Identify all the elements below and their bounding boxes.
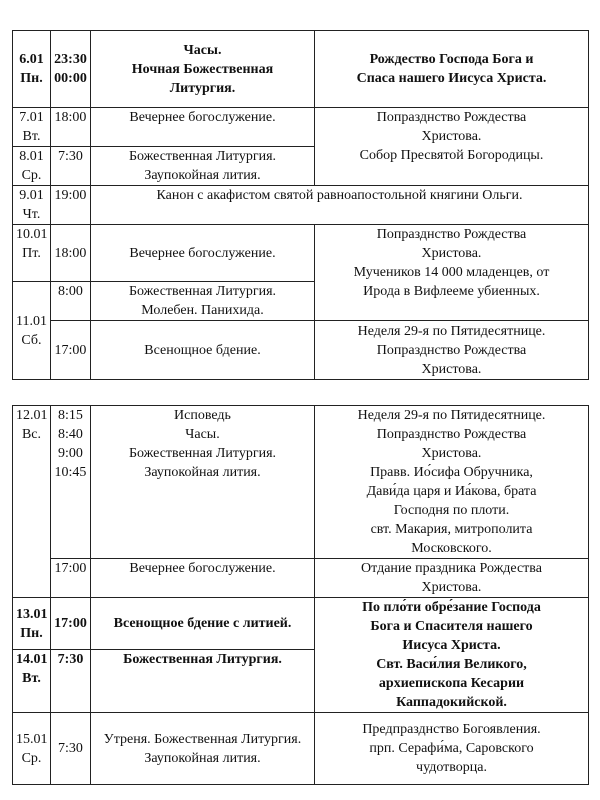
feast-line: Правв. Ио́сифа Обручника, — [370, 465, 533, 480]
feast-cell — [315, 598, 589, 713]
weekday: Пт. — [22, 246, 41, 261]
time-cell: 17:00 — [51, 559, 91, 598]
feast-line: Дави́да царя и Иа́кова, брата — [366, 484, 537, 499]
table-row — [13, 406, 589, 559]
weekday: Чт. — [22, 207, 41, 222]
feast-line: Христова. — [421, 361, 482, 377]
service-line: Заупокойная лития. — [144, 465, 261, 480]
feast-line: Свт. Васи́лия Великого, — [376, 657, 527, 672]
date-cell — [13, 186, 51, 225]
weekday: Вт. — [22, 671, 41, 687]
time-cell: 17:00 — [51, 321, 91, 380]
time-cell: 18:00 — [51, 108, 91, 147]
service-line: Исповедь — [174, 408, 231, 423]
date-cell — [13, 108, 51, 147]
time-cell: 7:30 — [51, 147, 91, 186]
service-line: Часы. — [183, 42, 222, 58]
service-line: Заупокойная лития. — [144, 168, 261, 183]
feast-line: Ирода в Вифлееме убиенных. — [363, 284, 540, 299]
feast-line: Предпразднство Богоявления. — [362, 722, 541, 737]
time: 8:15 — [58, 408, 83, 423]
feast-line: Бога и Спасителя нашего — [370, 619, 533, 634]
service-cell: Всенощное бдение. — [91, 321, 315, 380]
feast-line: Мучеников 14 000 младенцев, от — [353, 265, 550, 280]
date: 6.01 — [19, 52, 44, 67]
feast-cell — [315, 321, 589, 380]
feast-cell — [315, 225, 589, 321]
date-cell — [13, 713, 51, 785]
feast-line: Неделя 29-я по Пятидесятнице. — [357, 408, 546, 423]
feast-line: По пло́ти обре́зание Господа — [362, 600, 541, 615]
weekday: Вс. — [21, 427, 42, 442]
date: 11.01 — [16, 313, 47, 329]
time-cell: 7:30 — [51, 713, 91, 785]
service-cell — [91, 147, 315, 186]
table-row — [13, 321, 589, 380]
date-cell — [13, 225, 51, 282]
date: 10.01 — [16, 227, 48, 242]
weekday: Ср. — [21, 750, 42, 766]
time: 23:30 — [54, 52, 87, 67]
feast-line: Московского. — [411, 541, 492, 556]
feast-line: Рождество Господа Бога и — [369, 52, 534, 67]
feast-line: Отдание праздника Рождества — [361, 561, 542, 576]
time-cell: 7:30 — [51, 650, 91, 713]
schedule-table-1 — [12, 30, 589, 380]
time: 9:00 — [58, 446, 83, 461]
feast-line: Попразднство Рождества — [376, 427, 527, 442]
table-row — [13, 31, 589, 108]
service-line: Ночная Божественная — [131, 61, 274, 77]
date: 14.01 — [16, 652, 48, 668]
weekday: Вт. — [22, 129, 41, 144]
date-cell — [13, 282, 51, 380]
service-cell — [91, 282, 315, 321]
feast-cell — [315, 108, 589, 186]
date-cell — [13, 31, 51, 108]
weekday: Ср. — [21, 168, 42, 183]
feast-line: Неделя 29-я по Пятидесятнице. — [357, 323, 546, 339]
date: 15.01 — [16, 731, 48, 747]
feast-line: Попразднство Рождества — [376, 342, 527, 358]
service-line: Часы. — [185, 427, 220, 442]
time-cell: 17:00 — [51, 598, 91, 650]
time: 10:45 — [54, 465, 87, 480]
service-cell — [91, 406, 315, 559]
feast-cell — [315, 31, 589, 108]
feast-line: Собор Пресвятой Богородицы. — [359, 148, 544, 163]
feast-line: Христова. — [421, 246, 482, 261]
service-cell — [91, 31, 315, 108]
feast-line: Каппадокийской. — [396, 695, 507, 710]
feast-line: архиепископа Кесарии — [378, 676, 525, 691]
date: 7.01 — [19, 110, 44, 125]
service-line: Утреня. Божественная Литургия. — [103, 731, 302, 747]
feast-line: Христова. — [421, 446, 482, 461]
service-line: Божественная Литургия. — [128, 284, 277, 299]
service-cell: Божественная Литургия. — [91, 650, 315, 713]
table-row — [13, 598, 589, 650]
date-cell — [13, 147, 51, 186]
feast-line: Христова. — [421, 129, 482, 144]
date: 13.01 — [16, 606, 48, 622]
time-cell: 18:00 — [51, 225, 91, 282]
time: 8:40 — [58, 427, 83, 442]
time-cell: 8:00 — [51, 282, 91, 321]
feast-line: Иисуса Христа. — [402, 638, 501, 653]
table-row — [13, 186, 589, 225]
feast-line: Попразднство Рождества — [376, 110, 527, 125]
service-line: Божественная Литургия. — [128, 149, 277, 164]
date: 12.01 — [16, 408, 48, 423]
service-line: Заупокойная лития. — [144, 750, 261, 766]
date-cell — [13, 406, 51, 598]
feast-line: Христова. — [421, 580, 482, 595]
feast-cell — [315, 406, 589, 559]
time-cell: 19:00 — [51, 186, 91, 225]
time: 00:00 — [54, 71, 87, 86]
service-cell: Всенощное бдение с литией. — [91, 598, 315, 650]
feast-line: Господня по плоти. — [393, 503, 510, 518]
feast-line: Попразднство Рождества — [376, 227, 527, 242]
service-line: Божественная Литургия. — [128, 446, 277, 461]
service-cell: Вечернее богослужение. — [91, 108, 315, 147]
feast-line: Спаса нашего Иисуса Христа. — [356, 71, 547, 86]
service-line: Молебен. Панихида. — [141, 303, 264, 318]
service-cell — [91, 713, 315, 785]
date-cell — [13, 598, 51, 650]
service-line: Литургия. — [169, 80, 236, 96]
table-row — [13, 713, 589, 785]
time-cell — [51, 406, 91, 559]
feast-cell — [315, 713, 589, 785]
date-cell — [13, 650, 51, 713]
schedule-table-2 — [12, 405, 589, 785]
weekday: Пн. — [20, 625, 43, 641]
service-cell: Канон с акафистом святой равноапостольной княгини Ольги. — [91, 186, 589, 225]
date: 9.01 — [19, 188, 44, 203]
feast-line: чудотворца. — [416, 760, 487, 775]
time-cell — [51, 31, 91, 108]
weekday: Сб. — [21, 332, 42, 348]
table-row — [13, 559, 589, 598]
weekday: Пн. — [20, 71, 43, 86]
service-cell: Вечернее богослужение. — [91, 559, 315, 598]
date: 8.01 — [19, 149, 44, 164]
feast-line: свт. Макария, митрополита — [370, 522, 533, 537]
feast-line: прп. Серафи́ма, Саровского — [369, 741, 534, 756]
service-cell: Вечернее богослужение. — [91, 225, 315, 282]
table-row — [13, 225, 589, 282]
feast-cell — [315, 559, 589, 598]
table-row — [13, 108, 589, 147]
